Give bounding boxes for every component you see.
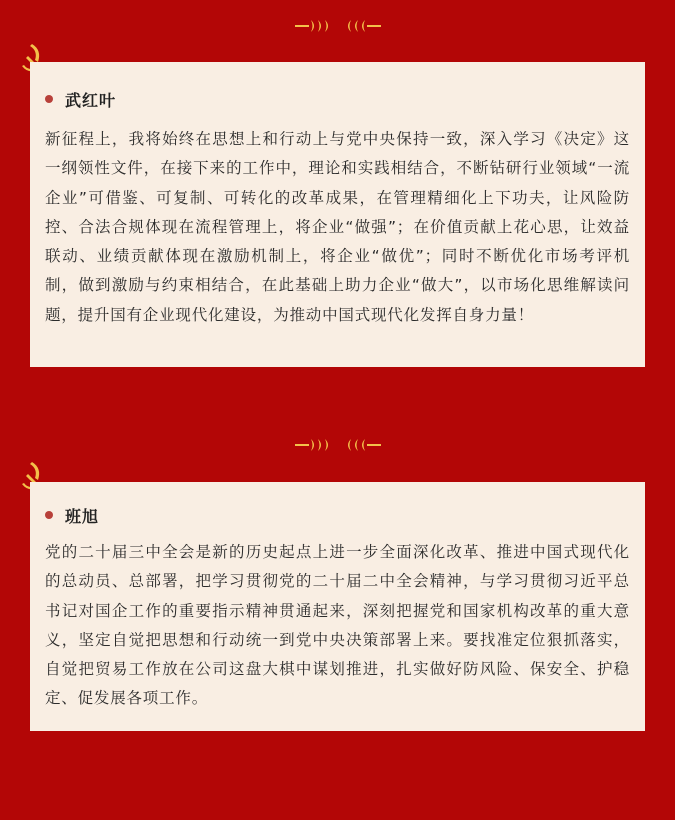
- bullet-dot-icon: [45, 511, 53, 519]
- comment-text: 新征程上，我将始终在思想上和行动上与党中央保持一致，深入学习《决定》这一纲领性文件，在接下来的工作中，理论和实践相结合，不断钻研行业领域“一流企业”可借鉴、可复制、可转化的改革成果，在管理精细化上下功夫，让风险防控、合法合规体现在流程管理上，将企业“做强”；在价值贡献上花心思，让效益联动、业绩贡献体现在激励机制上，将企业“做优”；同时不断优化市场考评机制，做到激励与约束相结合，在此基础上助力企业“做大”，以市场化思维解读问题，提升国有企业现代化建设，为推动中国式现代化发挥自身力量！: [45, 130, 630, 324]
- author-row: [45, 504, 630, 526]
- comment-card: [30, 482, 645, 731]
- author-name: 武红叶: [65, 90, 117, 110]
- author-name: 班旭: [65, 506, 100, 526]
- wheat-divider-icon: [0, 435, 675, 455]
- author-row: [45, 88, 630, 110]
- wheat-divider-icon: [0, 16, 675, 36]
- comment-text: 党的二十届三中全会是新的历史起点上进一步全面深化改革、推进中国式现代化的总动员、总部署，把学习贯彻党的二十届二中全会精神，与学习贯彻习近平总书记对国企工作的重要指示精神贯通起来，深刻把握党和国家机构改革的重大意义，坚定自觉把思想和行动统一到党中央决策部署上来。要找准定位狠抓落实，自觉把贸易工作放在公司这盘大棋中谋划推进，扎实做好防风险、保安全、护稳定、促发展各项工作。: [45, 543, 630, 708]
- comment-card: [30, 62, 645, 367]
- bullet-dot-icon: [45, 95, 53, 103]
